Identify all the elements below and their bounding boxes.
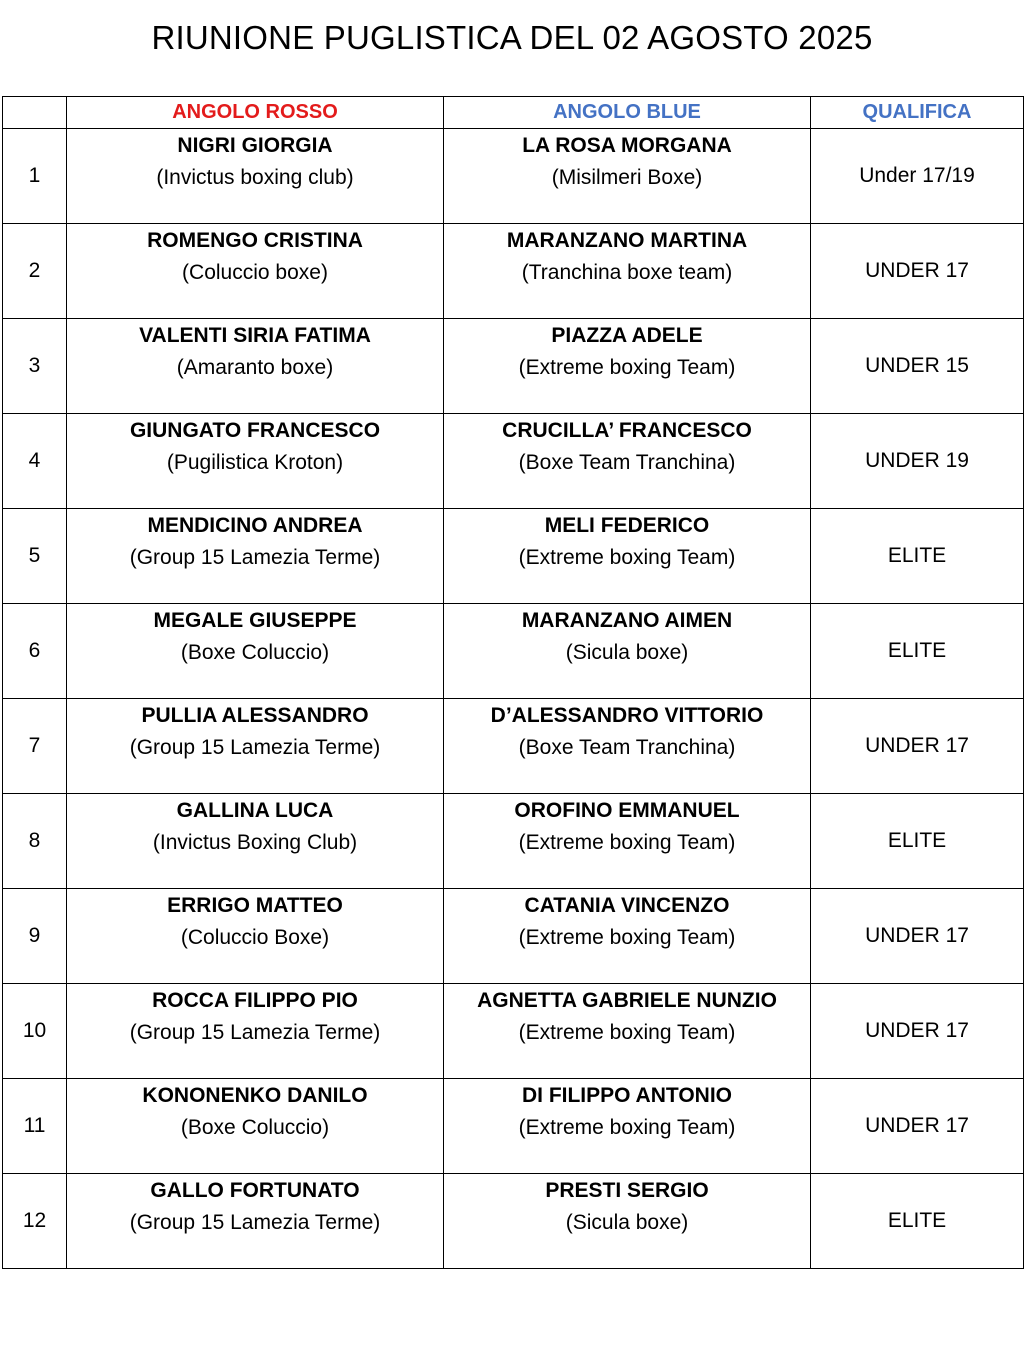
blue-corner-fighter [444, 699, 811, 794]
fighter-name: GALLINA LUCA [176, 799, 334, 822]
fighter-name: OROFINO EMMANUEL [514, 799, 740, 822]
bout-number: 9 [3, 889, 67, 984]
qualification: UNDER 19 [811, 414, 1024, 509]
fighter-name: ROMENGO CRISTINA [147, 229, 363, 252]
fighter-club: (Group 15 Lamezia Terme) [129, 736, 381, 759]
blue-corner-fighter [444, 1079, 811, 1174]
fighter-name: ERRIGO MATTEO [167, 894, 343, 917]
fighter-name: MENDICINO ANDREA [147, 514, 363, 537]
table-row [3, 604, 1024, 699]
blue-corner-fighter [444, 889, 811, 984]
table-row [3, 984, 1024, 1079]
fighter-club: (Extreme boxing Team) [518, 356, 736, 379]
fighter-club: (Boxe Coluccio) [180, 1116, 330, 1139]
fighter-name: MEGALE GIUSEPPE [153, 609, 357, 632]
fighter-club: (Pugilistica Kroton) [166, 451, 344, 474]
qualification: UNDER 17 [811, 224, 1024, 319]
fighter-name: GIUNGATO FRANCESCO [129, 419, 381, 442]
bout-number: 10 [3, 984, 67, 1079]
blue-corner-fighter [444, 509, 811, 604]
qualification: ELITE [811, 509, 1024, 604]
bout-number: 6 [3, 604, 67, 699]
qualification: UNDER 17 [811, 1079, 1024, 1174]
fighter-name: PIAZZA ADELE [551, 324, 703, 347]
blue-corner-fighter [444, 129, 811, 224]
fighter-club: (Extreme boxing Team) [518, 1116, 736, 1139]
fighter-club: (Misilmeri Boxe) [551, 166, 703, 189]
bout-number: 12 [3, 1174, 67, 1269]
fighter-club: (Invictus boxing club) [156, 166, 354, 189]
fighter-name: D’ALESSANDRO VITTORIO [490, 704, 764, 727]
bout-number: 8 [3, 794, 67, 889]
table-row [3, 794, 1024, 889]
table-row [3, 509, 1024, 604]
table-row [3, 1174, 1024, 1269]
fighter-club: (Sicula boxe) [565, 641, 689, 664]
red-corner-fighter [67, 1174, 444, 1269]
blue-corner-fighter [444, 414, 811, 509]
bout-number: 2 [3, 224, 67, 319]
table-row [3, 224, 1024, 319]
fighter-name: PULLIA ALESSANDRO [141, 704, 369, 727]
fighter-name: ROCCA FILIPPO PIO [152, 989, 358, 1012]
red-corner-fighter [67, 129, 444, 224]
qualification: ELITE [811, 794, 1024, 889]
fighter-club: (Sicula boxe) [565, 1211, 689, 1234]
qualification: ELITE [811, 604, 1024, 699]
fighter-club: (Extreme boxing Team) [518, 546, 736, 569]
blue-corner-fighter [444, 604, 811, 699]
fighter-club: (Extreme boxing Team) [518, 926, 736, 949]
fighter-club: (Boxe Team Tranchina) [518, 736, 736, 759]
fighter-name: KONONENKO DANILO [142, 1084, 368, 1107]
fighter-name: PRESTI SERGIO [545, 1179, 709, 1202]
red-corner-fighter [67, 699, 444, 794]
blue-corner-fighter [444, 1174, 811, 1269]
fighter-name: LA ROSA MORGANA [522, 134, 732, 157]
red-corner-fighter [67, 1079, 444, 1174]
fighter-club: (Tranchina boxe team) [521, 261, 733, 284]
bout-number: 4 [3, 414, 67, 509]
fighter-name: AGNETTA GABRIELE NUNZIO [477, 989, 777, 1012]
fighter-club: (Boxe Team Tranchina) [518, 451, 736, 474]
qualification: UNDER 15 [811, 319, 1024, 414]
red-corner-fighter [67, 414, 444, 509]
bout-number: 11 [3, 1079, 67, 1174]
fighter-name: MARANZANO AIMEN [521, 609, 733, 632]
table-row [3, 319, 1024, 414]
fighter-name: MELI FEDERICO [544, 514, 710, 537]
fighter-name: VALENTI SIRIA FATIMA [139, 324, 371, 347]
header-red-corner: ANGOLO ROSSO [67, 97, 444, 129]
fighter-name: GALLO FORTUNATO [150, 1179, 360, 1202]
fighter-name: CRUCILLA’ FRANCESCO [502, 419, 752, 442]
fighter-club: (Extreme boxing Team) [518, 1021, 736, 1044]
blue-corner-fighter [444, 984, 811, 1079]
qualification: UNDER 17 [811, 889, 1024, 984]
fighter-name: DI FILIPPO ANTONIO [521, 1084, 732, 1107]
table-row [3, 699, 1024, 794]
red-corner-fighter [67, 509, 444, 604]
bout-number: 1 [3, 129, 67, 224]
bout-rows [3, 129, 1024, 1269]
fighter-club: (Group 15 Lamezia Terme) [129, 1211, 381, 1234]
table-row [3, 129, 1024, 224]
table-row [3, 1079, 1024, 1174]
fighter-name: MARANZANO MARTINA [506, 229, 748, 252]
blue-corner-fighter [444, 319, 811, 414]
header-blue-corner: ANGOLO BLUE [444, 97, 811, 129]
page-title: RIUNIONE PUGLISTICA DEL 02 AGOSTO 2025 [151, 19, 873, 56]
fighter-club: (Group 15 Lamezia Terme) [129, 546, 381, 569]
red-corner-fighter [67, 794, 444, 889]
header-qualification: QUALIFICA [811, 97, 1024, 129]
fighter-club: (Extreme boxing Team) [518, 831, 736, 854]
table-row [3, 414, 1024, 509]
red-corner-fighter [67, 604, 444, 699]
fighter-name: CATANIA VINCENZO [524, 894, 730, 917]
table-row [3, 889, 1024, 984]
fighter-club: (Coluccio boxe) [182, 261, 328, 284]
qualification: UNDER 17 [811, 984, 1024, 1079]
fighter-club: (Coluccio Boxe) [180, 926, 330, 949]
red-corner-fighter [67, 224, 444, 319]
blue-corner-fighter [444, 794, 811, 889]
fighter-club: (Boxe Coluccio) [180, 641, 330, 664]
fighter-name: NIGRI GIORGIA [177, 134, 333, 157]
qualification: ELITE [811, 1174, 1024, 1269]
fighter-club: (Amaranto boxe) [176, 356, 334, 379]
bout-number: 7 [3, 699, 67, 794]
bouts-table [2, 96, 1024, 1269]
bout-number: 3 [3, 319, 67, 414]
table-header-row [3, 97, 1024, 129]
red-corner-fighter [67, 984, 444, 1079]
qualification: UNDER 17 [811, 699, 1024, 794]
header-number [3, 97, 67, 129]
qualification: Under 17/19 [811, 129, 1024, 224]
red-corner-fighter [67, 889, 444, 984]
fighter-club: (Group 15 Lamezia Terme) [129, 1021, 381, 1044]
blue-corner-fighter [444, 224, 811, 319]
bout-number: 5 [3, 509, 67, 604]
fighter-club: (Invictus Boxing Club) [152, 831, 358, 854]
red-corner-fighter [67, 319, 444, 414]
